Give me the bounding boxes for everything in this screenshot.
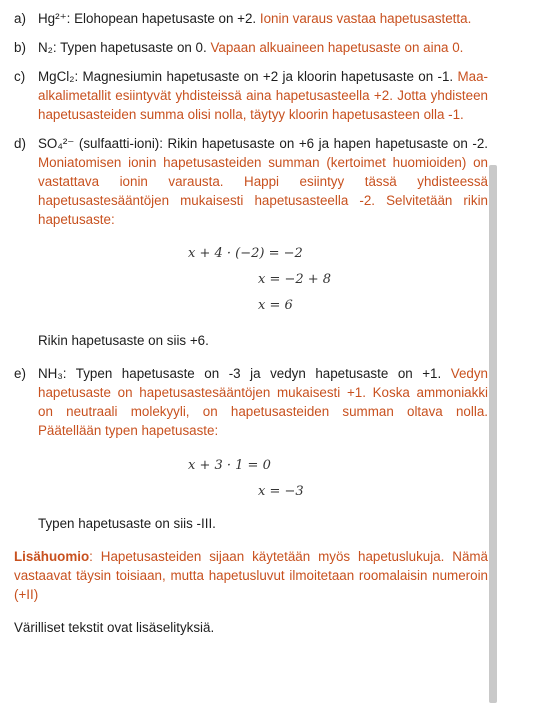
explanation-text: Ionin varaus vastaa hapetusastetta. — [259, 11, 472, 26]
extra-note — [14, 547, 488, 604]
explanation-text: Maa-alkalimetallit esiintyvät yhdisteissä aina hapetusasteella +2. Jotta yhdisteen hapetusasteiden summa olisi nolla, täytyy kloorin hapetusasteen olla -1. — [38, 69, 488, 122]
equation-line: x = −2 + 8 — [258, 272, 332, 287]
answer-text: NH₃: Typen hapetusaste on -3 ja vedyn hapetusaste on +1. — [38, 366, 442, 381]
answer-text: N₂: Typen hapetusaste on 0. — [38, 40, 207, 55]
equation-line: x = −3 — [258, 484, 304, 499]
equation-block-d — [14, 239, 488, 323]
vertical-scrollbar[interactable] — [489, 165, 497, 703]
equation-line: x + 4 · (−2) = −2 — [188, 246, 303, 261]
extra-text: : Hapetusasteiden sijaan käytetään myös hapetuslukuja. Nämä vastaavat täysin toisiaan, mutta hapetusluvut ilmoitetaan roomalaisin numeroin (+II) — [14, 549, 488, 602]
answer-text: Hg²⁺: Elohopean hapetusaste on +2. — [38, 11, 257, 26]
answer-text: MgCl₂: Magnesiumin hapetusaste on +2 ja kloorin hapetusaste on -1. — [38, 69, 454, 84]
explanation-text: Vapaan alkuaineen hapetusaste on aina 0. — [210, 40, 464, 55]
color-legend-note: Värilliset tekstit ovat lisäselityksiä. — [14, 620, 215, 635]
equation-line: x + 3 · 1 = 0 — [188, 458, 271, 473]
answer-d — [14, 134, 488, 229]
explanation-text: Moniatomisen ionin hapetusasteiden summan (kertoimet huomioiden) on vastattava ionin varausta. Happi esiintyy tässä yhdisteessä hapetusastesääntöjen mukaisesti hapetusasteella -2. Selvitetään rikin hapetusaste: — [38, 155, 488, 227]
equation-block-e — [14, 450, 488, 506]
answer-c — [14, 67, 488, 124]
item-letter: c) — [14, 69, 26, 84]
equation-line: x = 6 — [258, 298, 293, 313]
answer-a — [14, 9, 488, 28]
result-d: Rikin hapetusaste on siis +6. — [38, 333, 209, 348]
item-letter: d) — [14, 136, 26, 151]
item-letter: a) — [14, 11, 26, 26]
answer-e — [14, 364, 488, 440]
result-e: Typen hapetusaste on siis -III. — [38, 516, 216, 531]
item-letter: e) — [14, 366, 26, 381]
answer-text: SO₄²⁻ (sulfaatti-ioni): Rikin hapetusaste on +6 ja hapen hapetusaste on -2. — [38, 136, 488, 151]
answer-content — [14, 9, 488, 637]
answer-b — [14, 38, 488, 57]
extra-label: Lisähuomio — [14, 549, 90, 564]
item-letter: b) — [14, 40, 26, 55]
explanation-text: Vedyn hapetusaste on hapetusastesääntöjen mukaisesti +1. Koska ammoniakki on neutraali molekyyli, on hapetusasteiden summan oltava nolla. Päätellään typen hapetusaste: — [38, 366, 488, 438]
